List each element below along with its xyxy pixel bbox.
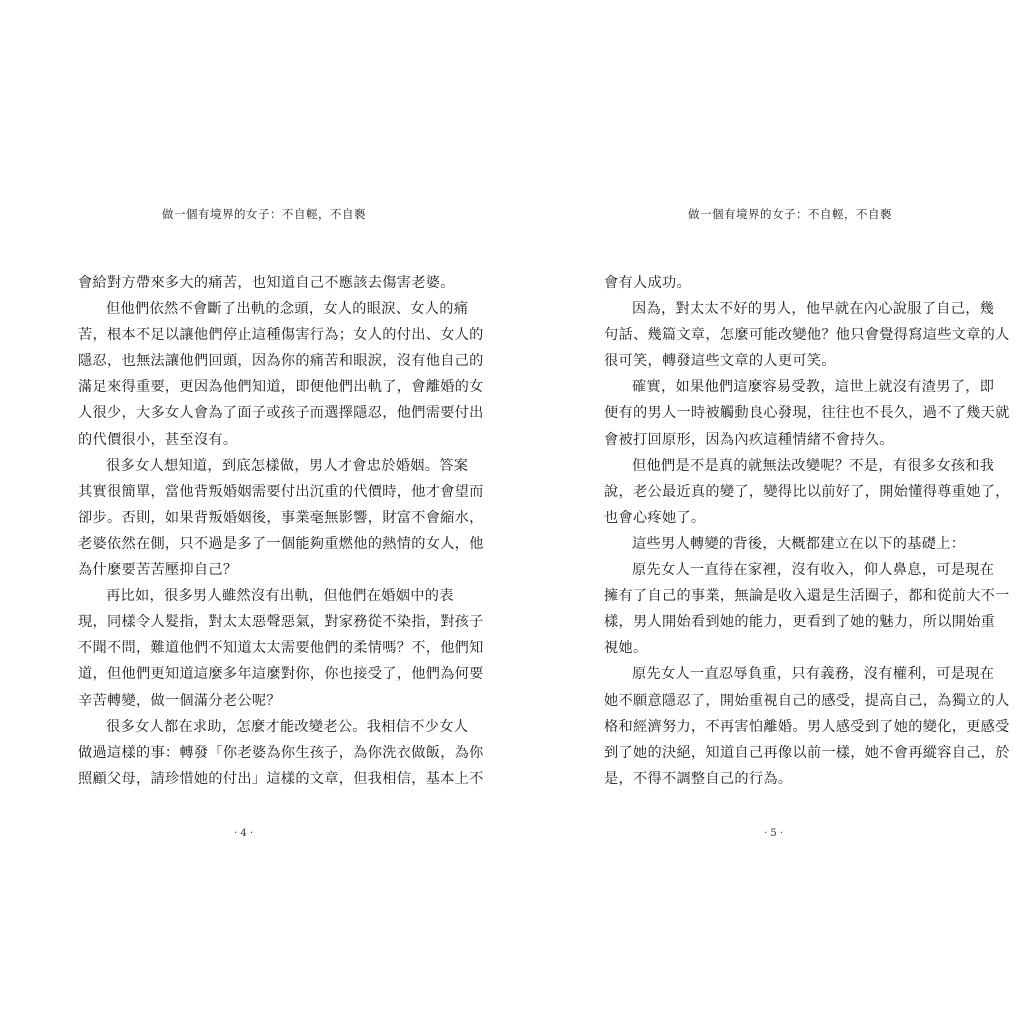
text-line: 的代價很小，甚至沒有。 (78, 431, 238, 448)
text-line: 她不願意隱忍了，開始重視自己的感受，提高自己，為獨立的人 (604, 692, 1010, 709)
page-number-right: ‧ 5 ‧ (764, 828, 784, 839)
text-line: 因為，對太太不好的男人，他早就在內心說服了自己，幾 (632, 301, 995, 318)
text-line: 為什麼要苦苦壓抑自己？ (78, 562, 238, 579)
text-line: 很多女人想知道，到底怎樣做，男人才會忠於婚姻。答案 (106, 457, 469, 474)
text-line: 再比如，很多男人雖然沒有出軌，但他們在婚姻中的表 (106, 588, 454, 605)
text-line: 其實很簡單，當他背叛婚姻需要付出沉重的代價時，他才會望而 (78, 483, 484, 500)
text-line: 原先女人一直忍辱負重，只有義務，沒有權利，可是現在 (632, 666, 995, 683)
right-page (512, 0, 1024, 1024)
text-line: 人很少，大多女人會為了面子或孩子而選擇隱忍，他們需要付出 (78, 405, 484, 422)
text-line: 便有的男人一時被觸動良心發現，往往也不長久，過不了幾天就 (604, 405, 1010, 422)
text-line: 擁有了自己的事業，無論是收入還是生活圈子，都和從前大不一 (604, 588, 1010, 605)
text-line: 卻步。否則，如果背叛婚姻後，事業毫無影響，財富不會縮水， (78, 509, 484, 526)
text-line: 會被打回原形，因為內疚這種情緒不會持久。 (604, 431, 894, 448)
text-line: 但他們是不是真的就無法改變呢？不是，有很多女孩和我 (632, 457, 995, 474)
right-page-body-text (604, 270, 1010, 792)
text-line: 會給對方帶來多大的痛苦，也知道自己不應該去傷害老婆。 (78, 275, 455, 291)
left-page-body-text (78, 270, 484, 792)
page-number-left: ‧ 4 ‧ (234, 828, 254, 839)
text-line: 這些男人轉變的背後，大概都建立在以下的基礎上： (632, 535, 966, 552)
text-line: 滿足來得重要，更因為他們知道，即便他們出軌了，會離婚的女 (78, 379, 484, 396)
text-line: 會有人成功。 (604, 275, 691, 291)
text-line: 原先女人一直待在家裡，沒有收入，仰人鼻息，可是現在 (632, 562, 995, 579)
text-line: 不聞不問，難道他們不知道太太需要他們的柔情嗎？不，他們知 (78, 640, 484, 657)
text-line: 老婆依然在側，只不過是多了一個能夠重燃他的熱情的女人，他 (78, 535, 484, 552)
text-line: 視她。 (604, 640, 648, 657)
running-head-right: 做一個有境界的女子：不自輕，不自褻 (688, 207, 892, 221)
text-line: 照顧父母，請珍惜她的付出」這樣的文章，但我相信，基本上不 (78, 770, 484, 787)
text-line: 隱忍，也無法讓他們回頭，因為你的痛苦和眼淚，沒有他自己的 (78, 353, 484, 370)
text-line: 確實，如果他們這麼容易受教，這世上就沒有渣男了，即 (632, 379, 995, 396)
text-line: 但他們依然不會斷了出軌的念頭，女人的眼淚、女人的痛 (106, 301, 469, 318)
text-line: 辛苦轉變，做一個滿分老公呢？ (78, 692, 281, 709)
text-line: 樣，男人開始看到她的能力，更看到了她的魅力，所以開始重 (604, 614, 996, 631)
text-line: 現，同樣令人髮指，對太太惡聲惡氣，對家務從不染指，對孩子 (78, 614, 484, 631)
text-line: 是，不得不調整自己的行為。 (604, 770, 793, 787)
text-line: 句話、幾篇文章，怎麼可能改變他？他只會覺得寫這些文章的人 (604, 327, 1010, 344)
running-head-left: 做一個有境界的女子：不自輕，不自褻 (162, 207, 366, 221)
text-line: 說，老公最近真的變了，變得比以前好了，開始懂得尊重她了， (604, 483, 1010, 500)
text-line: 很可笑，轉發這些文章的人更可笑。 (604, 353, 836, 370)
text-line: 道，但他們更知道這麼多年這麼對你，你也接受了，他們為何要 (78, 666, 484, 683)
text-line: 很多女人都在求助，怎麼才能改變老公。我相信不少女人 (106, 718, 469, 735)
text-line: 格和經濟努力，不再害怕離婚。男人感受到了她的變化，更感受 (604, 718, 1010, 735)
text-line: 也會心疼她了。 (604, 509, 706, 526)
text-line: 做過這樣的事：轉發「你老婆為你生孩子，為你洗衣做飯，為你 (78, 744, 484, 761)
text-line: 苦，根本不足以讓他們停止這種傷害行為；女人的付出、女人的 (78, 327, 484, 344)
text-line: 到了她的決絕，知道自己再像以前一樣，她不會再縱容自己，於 (604, 744, 1010, 761)
